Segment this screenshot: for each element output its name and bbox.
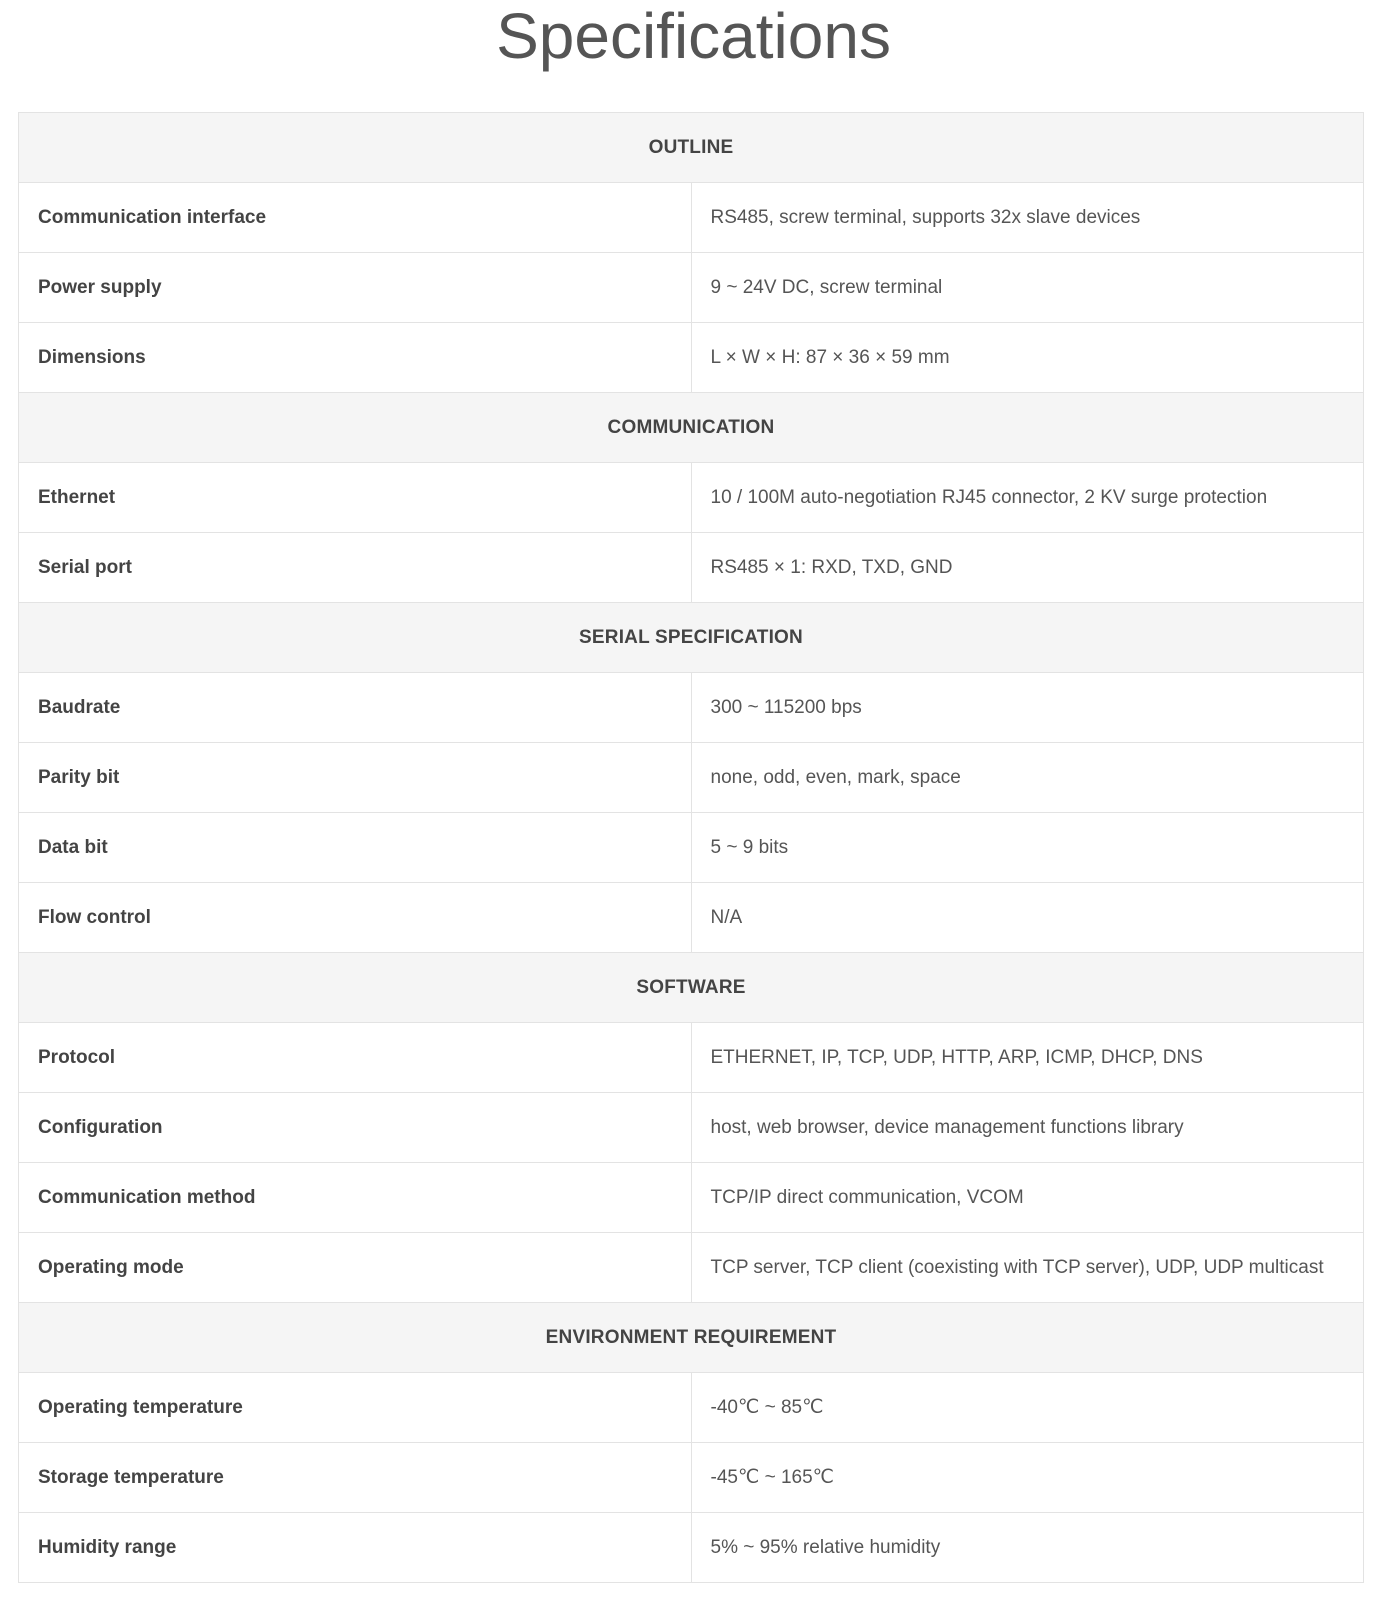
table-row [19,323,1364,393]
spec-value: -40℃ ~ 85℃ [691,1373,1364,1443]
table-row [19,883,1364,953]
table-row [19,183,1364,253]
spec-value: host, web browser, device management functions library [691,1093,1364,1163]
spec-value: N/A [691,883,1364,953]
spec-label: Communication interface [19,183,692,253]
spec-value: 5% ~ 95% relative humidity [691,1513,1364,1583]
table-row [19,1233,1364,1303]
spec-label: Flow control [19,883,692,953]
spec-label: Power supply [19,253,692,323]
table-row [19,533,1364,603]
section-heading: COMMUNICATION [19,393,1364,463]
spec-value: 9 ~ 24V DC, screw terminal [691,253,1364,323]
section-header-row [19,113,1364,183]
section-header-row [19,603,1364,673]
table-row [19,1513,1364,1583]
spec-label: Humidity range [19,1513,692,1583]
spec-label: Dimensions [19,323,692,393]
spec-value: TCP/IP direct communication, VCOM [691,1163,1364,1233]
spec-label: Baudrate [19,673,692,743]
spec-label: Serial port [19,533,692,603]
table-row [19,253,1364,323]
spec-value: ETHERNET, IP, TCP, UDP, HTTP, ARP, ICMP, DHCP, DNS [691,1023,1364,1093]
spec-value: TCP server, TCP client (coexisting with TCP server), UDP, UDP multicast [691,1233,1364,1303]
section-heading: OUTLINE [19,113,1364,183]
section-header-row [19,1303,1364,1373]
specifications-table [18,112,1364,1583]
section-heading: SERIAL SPECIFICATION [19,603,1364,673]
spec-value: RS485, screw terminal, supports 32x slave devices [691,183,1364,253]
spec-value: 5 ~ 9 bits [691,813,1364,883]
table-row [19,463,1364,533]
table-row [19,673,1364,743]
spec-value: 300 ~ 115200 bps [691,673,1364,743]
table-row [19,1443,1364,1513]
page-title: Specifications [496,0,891,72]
table-row [19,743,1364,813]
spec-label: Configuration [19,1093,692,1163]
spec-label: Parity bit [19,743,692,813]
table-row [19,813,1364,883]
table-row [19,1023,1364,1093]
spec-label: Operating temperature [19,1373,692,1443]
table-row [19,1163,1364,1233]
spec-label: Protocol [19,1023,692,1093]
section-header-row [19,393,1364,463]
table-row [19,1373,1364,1443]
table-row [19,1093,1364,1163]
section-heading: SOFTWARE [19,953,1364,1023]
spec-label: Operating mode [19,1233,692,1303]
spec-value: RS485 × 1: RXD, TXD, GND [691,533,1364,603]
spec-value: 10 / 100M auto-negotiation RJ45 connector, 2 KV surge protection [691,463,1364,533]
section-header-row [19,953,1364,1023]
spec-label: Communication method [19,1163,692,1233]
spec-label: Data bit [19,813,692,883]
spec-value: -45℃ ~ 165℃ [691,1443,1364,1513]
specifications-table-body [19,113,1364,1583]
spec-label: Storage temperature [19,1443,692,1513]
spec-value: L × W × H: 87 × 36 × 59 mm [691,323,1364,393]
section-heading: ENVIRONMENT REQUIREMENT [19,1303,1364,1373]
spec-label: Ethernet [19,463,692,533]
spec-value: none, odd, even, mark, space [691,743,1364,813]
